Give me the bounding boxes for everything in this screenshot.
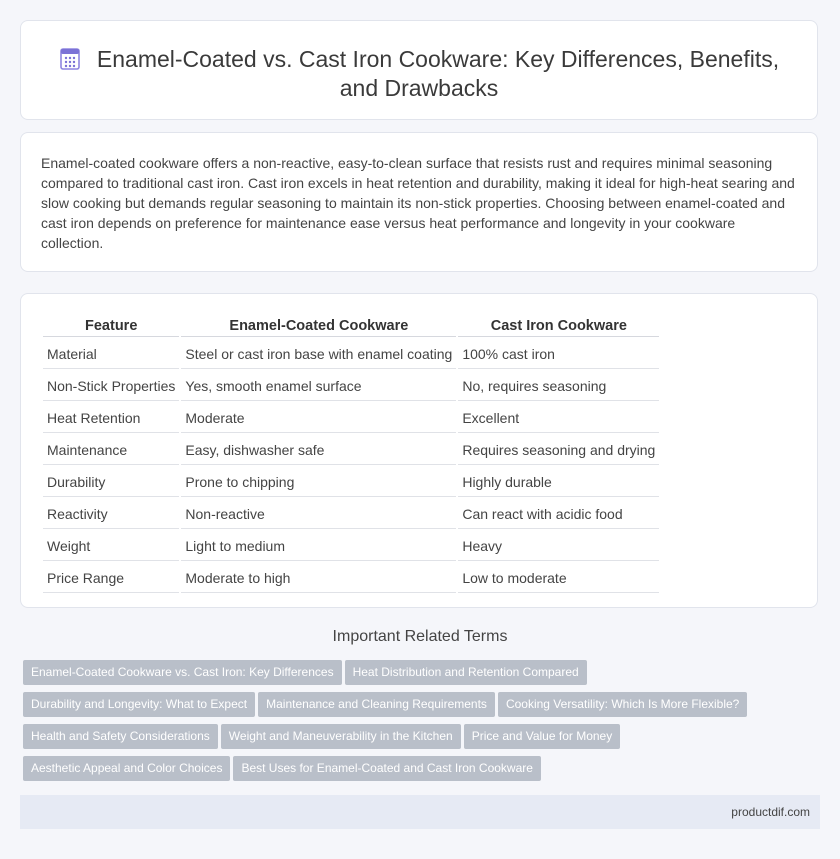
related-terms-row <box>23 724 823 756</box>
cast-iron-cell: Requires seasoning and drying <box>458 435 659 465</box>
table-row <box>43 371 659 401</box>
comparison-card <box>20 293 818 608</box>
summary-card <box>20 132 818 272</box>
table-row <box>43 467 659 497</box>
enamel-cell: Easy, dishwasher safe <box>181 435 456 465</box>
cast-iron-cell: No, requires seasoning <box>458 371 659 401</box>
table-row <box>43 531 659 561</box>
cast-iron-cell: Can react with acidic food <box>458 499 659 529</box>
related-term-link[interactable]: Health and Safety Considerations <box>23 724 218 749</box>
related-term-link[interactable]: Cooking Versatility: Which Is More Flexible? <box>498 692 747 717</box>
table-header-row <box>43 314 659 337</box>
enamel-cell: Prone to chipping <box>181 467 456 497</box>
feature-cell: Maintenance <box>43 435 179 465</box>
related-term-link[interactable]: Best Uses for Enamel-Coated and Cast Iron Cookware <box>233 756 540 781</box>
enamel-cell: Moderate to high <box>181 563 456 593</box>
feature-cell: Durability <box>43 467 179 497</box>
table-row <box>43 499 659 529</box>
feature-cell: Non-Stick Properties <box>43 371 179 401</box>
header-card <box>20 20 818 120</box>
footer-site-link[interactable]: productdif.com <box>731 805 810 819</box>
feature-cell: Heat Retention <box>43 403 179 433</box>
summary-text: Enamel-coated cookware offers a non-reactive, easy-to-clean surface that resists rust and requires minimal seasoning compared to traditional cast iron. Cast iron excels in heat retention and durability, making it ideal for high-heat searing and slow cooking but demands regular seasoning to maintain its non-stick properties. Choosing between enamel-coated and cast iron depends on preference for maintenance ease versus heat performance and longevity in your cookware collection. <box>41 155 795 251</box>
comparison-table <box>41 312 661 595</box>
related-term-link[interactable]: Price and Value for Money <box>464 724 621 749</box>
cast-iron-cell: Heavy <box>458 531 659 561</box>
enamel-cell: Steel or cast iron base with enamel coating <box>181 339 456 369</box>
related-term-link[interactable]: Durability and Longevity: What to Expect <box>23 692 255 717</box>
enamel-cell: Non-reactive <box>181 499 456 529</box>
table-row <box>43 403 659 433</box>
feature-cell: Weight <box>43 531 179 561</box>
table-row <box>43 435 659 465</box>
footer <box>20 795 820 829</box>
related-term-link[interactable]: Maintenance and Cleaning Requirements <box>258 692 495 717</box>
calculator-icon <box>59 48 81 70</box>
table-row <box>43 563 659 593</box>
cast-iron-cell: 100% cast iron <box>458 339 659 369</box>
feature-cell: Price Range <box>43 563 179 593</box>
cast-iron-cell: Highly durable <box>458 467 659 497</box>
enamel-cell: Yes, smooth enamel surface <box>181 371 456 401</box>
related-terms-heading: Important Related Terms <box>332 628 508 645</box>
related-terms-row <box>23 660 823 692</box>
enamel-cell: Moderate <box>181 403 456 433</box>
table-row <box>43 339 659 369</box>
cast-iron-cell: Excellent <box>458 403 659 433</box>
related-term-link[interactable]: Aesthetic Appeal and Color Choices <box>23 756 230 781</box>
page-title <box>51 45 787 103</box>
column-header-enamel: Enamel-Coated Cookware <box>181 314 456 337</box>
related-terms-row <box>23 756 823 788</box>
feature-cell: Material <box>43 339 179 369</box>
related-terms <box>23 660 823 788</box>
related-term-link[interactable]: Heat Distribution and Retention Compared <box>345 660 587 685</box>
cast-iron-cell: Low to moderate <box>458 563 659 593</box>
feature-cell: Reactivity <box>43 499 179 529</box>
enamel-cell: Light to medium <box>181 531 456 561</box>
related-term-link[interactable]: Weight and Maneuverability in the Kitchen <box>221 724 461 749</box>
related-terms-row <box>23 692 823 724</box>
column-header-feature: Feature <box>43 314 179 337</box>
column-header-cast-iron: Cast Iron Cookware <box>458 314 659 337</box>
related-term-link[interactable]: Enamel-Coated Cookware vs. Cast Iron: Key Differences <box>23 660 342 685</box>
page-title-text: Enamel-Coated vs. Cast Iron Cookware: Key Differences, Benefits, and Drawbacks <box>96 46 780 101</box>
